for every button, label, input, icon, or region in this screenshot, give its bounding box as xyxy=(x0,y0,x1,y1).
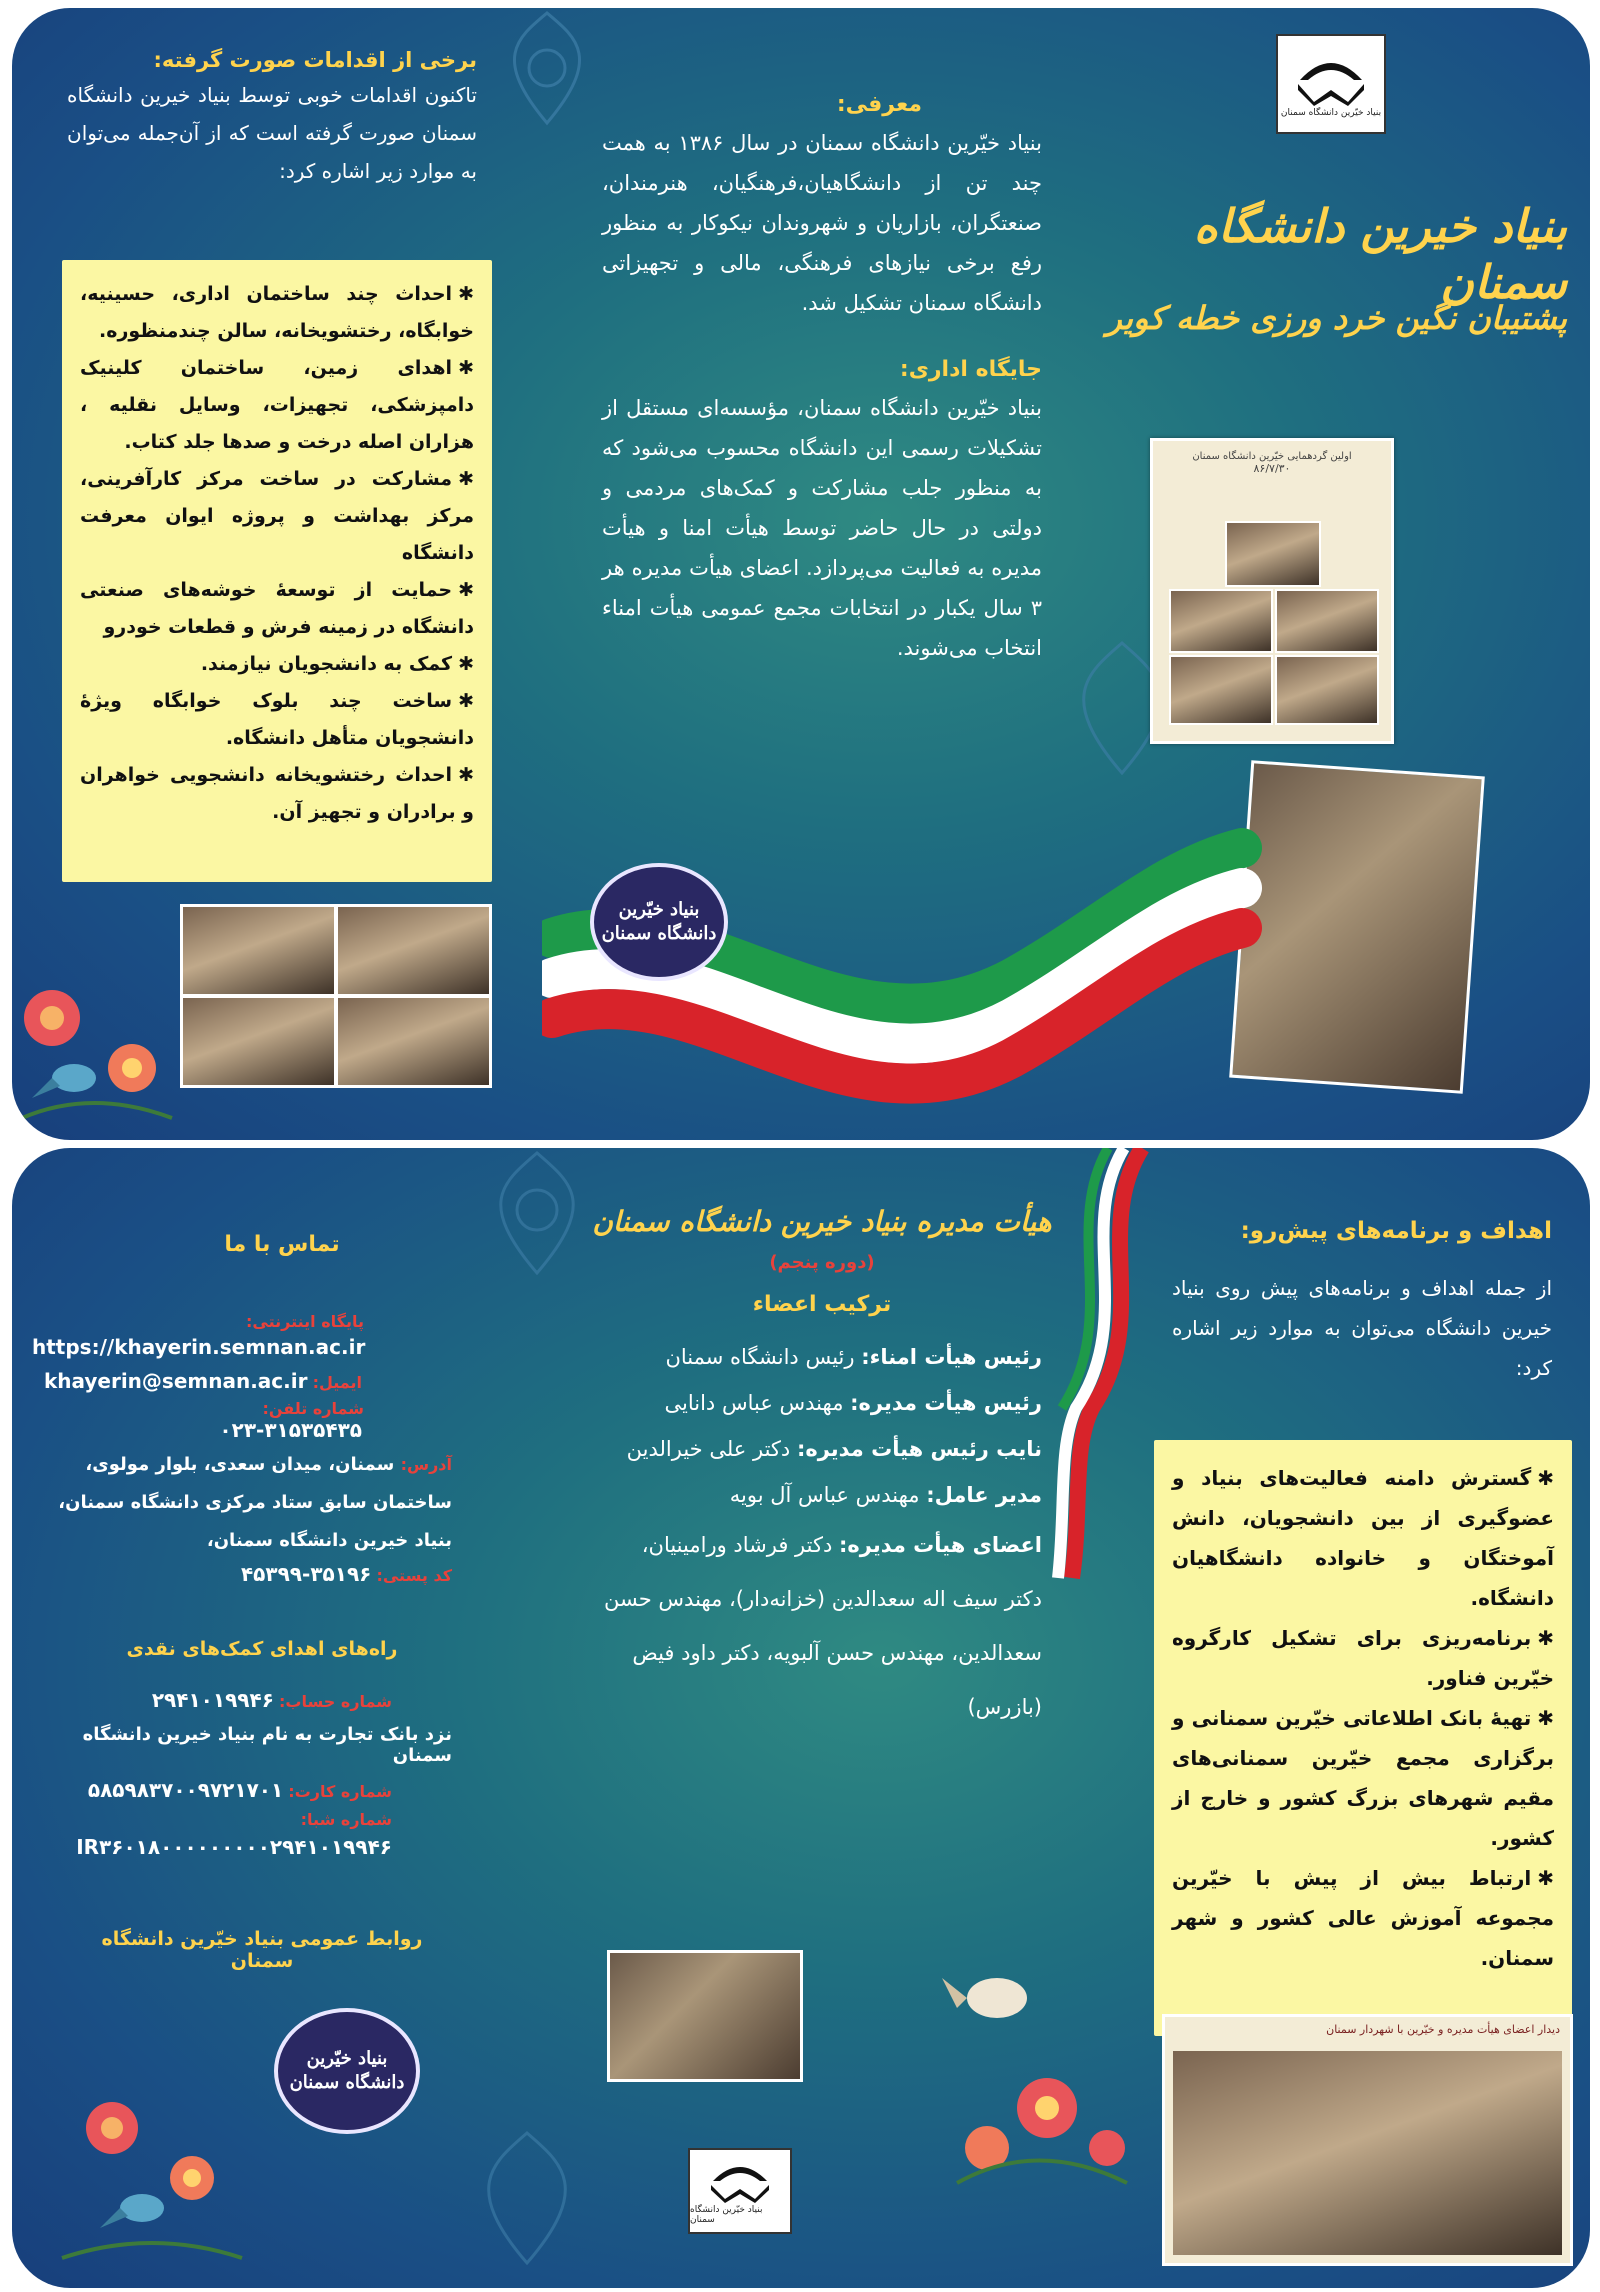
board-subheading: ترکیب اعضاء xyxy=(752,1292,892,1317)
arabesque-ornament-icon xyxy=(452,2128,602,2268)
donation-heading: راه‌های اهدای کمک‌های نقدی xyxy=(126,1638,398,1660)
admin-heading: جایگاه اداری: xyxy=(899,357,1042,382)
logo-caption: بنیاد خیّرین دانشگاه سمنان xyxy=(690,2205,763,2225)
sheba-label: شماره شبا: xyxy=(300,1810,392,1829)
postal-label: کد پستی: xyxy=(376,1566,452,1585)
board-row: رئیس هیأت امناء: رئیس دانشگاه سمنان xyxy=(665,1345,1042,1369)
board-meeting-photo xyxy=(607,1950,803,2082)
brochure-title: بنیاد خیرین دانشگاه سمنان xyxy=(1193,199,1567,309)
list-item: ✱اهدای زمین، ساختمان کلینیک دامپزشکی، تجهیزات، وسایل نقلیه ، هزاران اصله درخت و صدها جلد کتاب. xyxy=(80,357,474,453)
foundation-logo xyxy=(1276,34,1386,134)
actions-section xyxy=(67,48,477,190)
contact-heading: تماس با ما xyxy=(224,1232,340,1257)
gathering-album-photo xyxy=(1150,438,1394,744)
goals-list xyxy=(1172,1458,1554,1978)
list-item: ✱برنامه‌ریزی برای تشکیل کارگروه خیّرین فناور. xyxy=(1172,1626,1554,1690)
list-item: ✱تهیۀ بانک اطلاعاتی خیّرین سمنانی و برگزاری مجمع خیّرین سمنانی‌های مقیم شهرهای بزرگ کشور و خارج از کشور. xyxy=(1172,1706,1554,1850)
email-link[interactable]: khayerin@semnan.ac.ir xyxy=(43,1369,308,1393)
flowers-bird-ornament-icon xyxy=(12,968,182,1138)
email-label: ایمیل: xyxy=(312,1373,362,1392)
hands-book-logo-icon xyxy=(1294,50,1368,106)
postal-value: ۳۵۱۹۶-۴۵۳۹۹ xyxy=(240,1562,372,1586)
meeting-photo xyxy=(338,998,489,1085)
address-label: آدرس: xyxy=(400,1455,452,1474)
list-item: ✱ارتباط بیش از پیش با خیّرین مجموعه آموزش عالی کشور و شهر سمنان. xyxy=(1172,1866,1554,1970)
list-item: ✱کمک به دانشجویان نیازمند. xyxy=(200,653,474,675)
intro-text: بنیاد خیّرین دانشگاه سمنان در سال ۱۳۸۶ به همت چند تن از دانشگاهیان،فرهنگیان، هنرمندان، صنعتگران، بازاریان و شهروندان نیکوکار به منظور رفع برخی نیازهای فرهنگی، مالی و تجهیزاتی دانشگاه سمنان تشکیل شد. xyxy=(602,131,1042,315)
website-label: پایگاه اینترنتی: xyxy=(246,1312,364,1331)
donation-details xyxy=(32,1688,452,1859)
website-link[interactable]: https://khayerin.semnan.ac.ir xyxy=(32,1335,366,1359)
card-value: ۵۸۵۹۸۳۷۰۰۹۷۲۱۷۰۱ xyxy=(87,1778,284,1802)
brochure-back-panel xyxy=(12,1148,1590,2288)
account-label: شماره حساب: xyxy=(279,1692,392,1711)
board-row: مدیر عامل: مهندس عباس آل بویه xyxy=(729,1483,1042,1507)
list-item: ✱ساخت چند بلوک خوابگاه ویژۀ دانشجویان متأهل دانشگاه. xyxy=(80,690,474,749)
list-item: ✱حمایت از توسعۀ خوشه‌های صنعتی دانشگاه در زمینه فرش و قطعات خودرو xyxy=(80,579,474,638)
admin-text: بنیاد خیّرین دانشگاه سمنان، مؤسسه‌ای مستقل از تشکیلات رسمی این دانشگاه محسوب می‌شود که به منظور جلب مشارکت و کمک‌های مردمی و دولتی در حال حاضر توسط هیأت امنا و هیأت مدیره به فعالیت می‌پردازد. اعضای هیأت مدیره هر ۳ سال یکبار در انتخابات مجمع عمومی هیأت امناء انتخاب می‌شوند. xyxy=(602,396,1042,660)
foundation-logo xyxy=(688,2148,792,2234)
account-value: ۲۹۴۱۰۱۹۹۴۶ xyxy=(151,1688,274,1712)
board-members xyxy=(602,1334,1042,1734)
arabesque-ornament-icon xyxy=(467,1148,607,1278)
board-row: اعضای هیأت مدیره: دکتر فرشاد ورامینیان، دکتر سیف اله سعدالدین (خزانه‌دار)، مهندس حسن سعدالدین، مهندس حسن آلبویه، دکتر داود فیض (بازرس) xyxy=(604,1533,1042,1719)
actions-list xyxy=(80,276,474,831)
brochure-front-panel xyxy=(12,8,1590,1140)
board-row: نایب رئیس هیأت مدیره: دکتر علی خیرالدین xyxy=(626,1437,1042,1461)
list-item: ✱گسترش دامنه فعالیت‌های بنیاد و عضوگیری از بین دانشجویان، دانش آموختگان و خانواده دانشگاهیان دانشگاه. xyxy=(1172,1466,1554,1610)
goals-section xyxy=(1172,1218,1552,1388)
meeting-photo xyxy=(183,907,334,994)
goals-list-box xyxy=(1154,1440,1572,2036)
list-item: ✱احداث چند ساختمان اداری، حسینیه، خوابگاه، رختشویخانه، سالن چندمنظوره. xyxy=(80,283,474,342)
foundation-seal: بنیاد خیّرین دانشگاه سمنان xyxy=(274,2008,420,2134)
address-value: سمنان، میدان سعدی، بلوار مولوی، ساختمان سابق ستاد مرکزی دانشگاه سمنان، بنیاد خیرین دانشگاه سمنان، xyxy=(58,1454,452,1551)
list-item: ✱احداث رختشویخانه دانشجویی خواهران و برادران و تجهیز آن. xyxy=(80,764,474,823)
actions-heading: برخی از اقدامات صورت گرفته: xyxy=(153,48,477,72)
goals-intro: از جمله اهداف و برنامه‌های پیش روی بنیاد خیرین دانشگاه می‌توان به موارد زیر اشاره کرد: xyxy=(1172,1276,1552,1380)
foundation-seal: بنیاد خیّرین دانشگاه سمنان xyxy=(590,863,728,981)
contact-details xyxy=(32,1312,452,1586)
flowers-bird-ornament-icon xyxy=(52,2068,252,2268)
board-title: هیأت مدیره بنیاد خیرین دانشگاه سمنان xyxy=(592,1205,1052,1238)
phone-value: ۰۲۳-۳۱۵۳۵۴۳۵ xyxy=(219,1418,362,1442)
intro-heading: معرفی: xyxy=(836,92,922,117)
sheba-value: IR۳۶۰۱۸۰۰۰۰۰۰۰۰۰۲۹۴۱۰۱۹۹۴۶ xyxy=(76,1835,392,1859)
meeting-photo xyxy=(338,907,489,994)
intro-section xyxy=(602,92,1042,668)
bank-text: نزد بانک تجارت به نام بنیاد خیرین دانشگاه سمنان xyxy=(82,1724,452,1766)
board-row: رئیس هیأت مدیره: مهندس عباس دانایی xyxy=(664,1391,1042,1415)
mayor-visit-photo xyxy=(1162,2014,1573,2266)
ribbon-cutting-photo xyxy=(1229,760,1485,1094)
meeting-photos xyxy=(180,904,492,1088)
card-label: شماره کارت: xyxy=(288,1782,392,1801)
actions-intro: تاکنون اقدامات خوبی توسط بنیاد خیرین دانشگاه سمنان صورت گرفته است که از آن‌جمله می‌توان به موارد زیر اشاره کرد: xyxy=(67,83,477,183)
hands-book-logo-icon xyxy=(707,2157,773,2203)
album-caption: اولین گردهمایی خیّرین دانشگاه سمنان xyxy=(1192,451,1352,462)
board-period: (دوره پنجم) xyxy=(769,1252,875,1273)
list-item: ✱مشارکت در ساخت مرکز کارآفرینی، مرکز بهداشت و پروژه ایوان معرفت دانشگاه xyxy=(80,468,474,564)
actions-list-box xyxy=(62,260,492,882)
meeting-photo xyxy=(183,998,334,1085)
arabesque-ornament-icon xyxy=(482,8,612,128)
brochure-subtitle: پشتیبان نگین خرد ورزی خطه کویر xyxy=(1106,299,1567,337)
album-date: ۸۶/۷/۳۰ xyxy=(1253,462,1291,475)
iran-flag-streamer-icon xyxy=(1052,1148,1162,1588)
goals-heading: اهداف و برنامه‌های پیش‌رو: xyxy=(1240,1218,1552,1244)
logo-caption: بنیاد خیّرین دانشگاه سمنان xyxy=(1280,108,1382,118)
photo-caption: دیدار اعضای هیأت مدیره و خیّرین با شهردار سمنان xyxy=(1326,2023,1560,2036)
bird-flowers-ornament-icon xyxy=(937,1938,1137,2188)
pr-footer: روابط عمومی بنیاد خیّرین دانشگاه سمنان xyxy=(101,1928,423,1972)
phone-label: شماره تلفن: xyxy=(262,1399,364,1418)
